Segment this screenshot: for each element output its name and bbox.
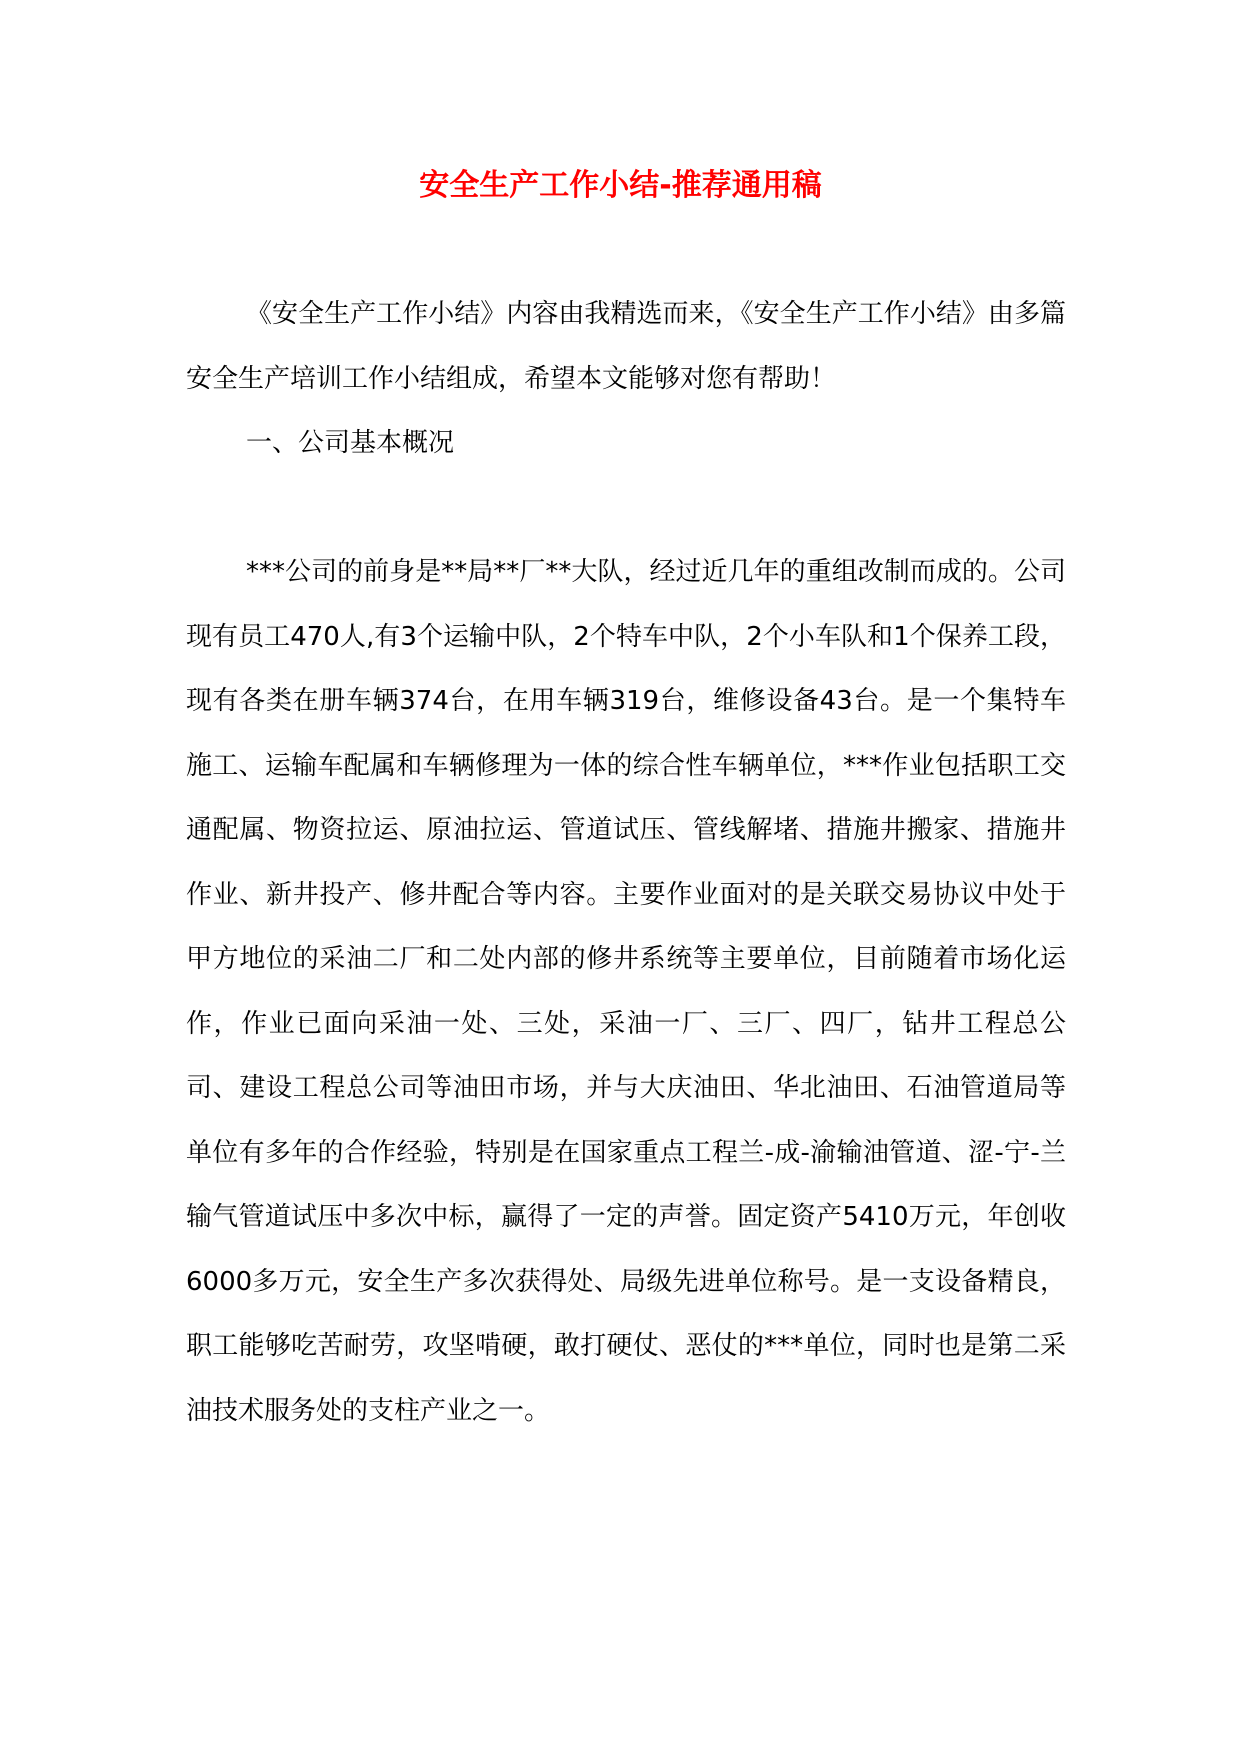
overview-paragraph: ***公司的前身是**局**厂**大队，经过近几年的重组改制而成的。公司现有员工470人,有3个运输中队，2个特车中队，2个小车队和1个保养工段，现有各类在册车辆374台，在用车辆319台，维修设备43台。是一个集特车施工、运输车配属和车辆修理为一体的综合性车辆单位，***作业包括职工交通配属、物资拉运、原油拉运、管道试压、管线解堵、措施井搬家、措施井作业、新井投产、修井配合等内容。主要作业面对的是关联交易协议中处于甲方地位的采油二厂和二处内部的修井系统等主要单位，目前随着市场化运作，作业已面向采油一处、三处，采油一厂、三厂、四厂，钻井工程总公司、建设工程总公司等油田市场，并与大庆油田、华北油田、石油管道局等单位有多年的合作经验，特别是在国家重点工程兰-成-渝输油管道、涩-宁-兰输气管道试压中多次中标，赢得了一定的声誉。固定资产5410万元，年创收6000多万元，安全生产多次获得处、局级先进单位称号。是一支设备精良，职工能够吃苦耐劳，攻坚啃硬，敢打硬仗、恶仗的***单位，同时也是第二采油技术服务处的支柱产业之一。: [186, 557, 1066, 1426]
document-title: 安全生产工作小结-推荐通用稿: [419, 168, 822, 203]
section-heading: 一、公司基本概况: [246, 428, 455, 458]
intro-paragraph: 《安全生产工作小结》内容由我精选而来，《安全生产工作小结》由多篇安全生产培训工作小结组成，希望本文能够对您有帮助！: [186, 299, 1066, 394]
